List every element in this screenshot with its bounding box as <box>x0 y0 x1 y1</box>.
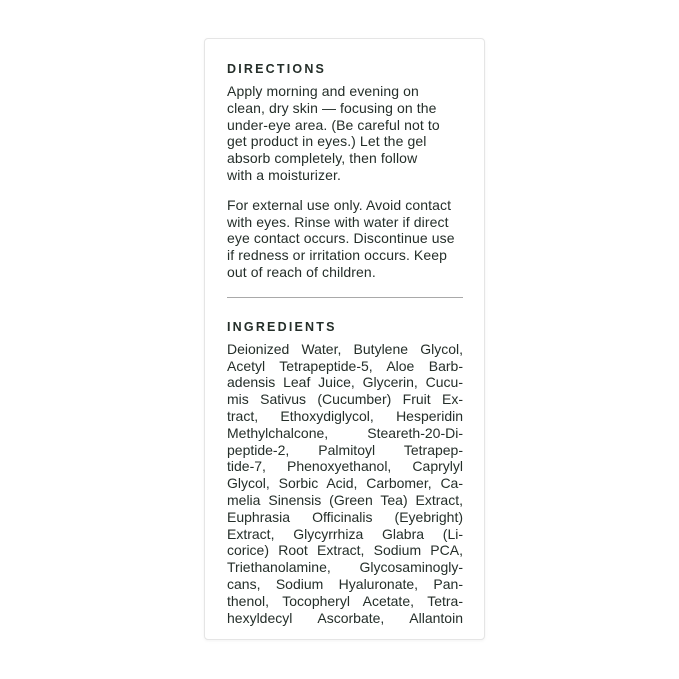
directions-paragraph-2 <box>227 197 463 281</box>
text-line: melia Sinensis (Green Tea) Extract, <box>227 491 463 508</box>
directions-paragraph-1 <box>227 83 463 184</box>
label-card <box>204 38 485 640</box>
text-line: out of reach of children. <box>227 263 376 280</box>
ingredients-list <box>227 341 463 627</box>
text-line: Extract, Glycyrrhiza Glabra (Li- <box>227 525 463 542</box>
text-line: tract, Ethoxydiglycol, Hesperidin <box>227 407 463 424</box>
text-line: Triethanolamine, Glycosaminogly- <box>227 559 463 576</box>
ingredients-section <box>227 320 463 627</box>
ingredients-heading: INGREDIENTS <box>227 319 337 334</box>
directions-heading: DIRECTIONS <box>227 62 327 76</box>
text-line: tide-7, Phenoxyethanol, Caprylyl <box>227 458 463 475</box>
text-line: cans, Sodium Hyaluronate, Pan- <box>227 575 463 592</box>
text-line: hexyldecyl Ascorbate, Allantoin <box>227 609 463 626</box>
text-line: thenol, Tocopheryl Acetate, Tetra- <box>227 592 463 609</box>
text-line: if redness or irritation occurs. Keep <box>227 247 448 264</box>
text-line: absorb completely, then follow <box>227 150 418 167</box>
text-line: Acetyl Tetrapeptide-5, Aloe Barb- <box>227 357 463 374</box>
text-line: eye contact occurs. Discontinue use <box>227 230 455 247</box>
section-divider <box>227 297 463 298</box>
text-line: get product in eyes.) Let the gel <box>227 133 427 150</box>
text-line: peptide-2, Palmitoyl Tetrapep- <box>227 441 463 458</box>
text-line: corice) Root Extract, Sodium PCA, <box>227 542 463 559</box>
text-line: with eyes. Rinse with water if direct <box>227 213 449 230</box>
directions-section <box>227 62 463 281</box>
text-line: adensis Leaf Juice, Glycerin, Cucu- <box>227 374 463 391</box>
text-line: with a moisturizer. <box>227 166 341 183</box>
text-line: mis Sativus (Cucumber) Fruit Ex- <box>227 391 463 408</box>
text-line: Euphrasia Officinalis (Eyebright) <box>227 508 463 525</box>
text-line: Apply morning and evening on <box>227 83 419 99</box>
text-line: under-eye area. (Be careful not to <box>227 116 440 133</box>
text-line: For external use only. Avoid contact <box>227 196 452 213</box>
text-line: Glycol, Sorbic Acid, Carbomer, Ca- <box>227 475 463 492</box>
text-line: Deionized Water, Butylene Glycol, <box>227 340 463 357</box>
text-line: clean, dry skin — focusing on the <box>227 99 437 116</box>
text-line: Methylchalcone, Steareth-20-Di- <box>227 424 463 441</box>
